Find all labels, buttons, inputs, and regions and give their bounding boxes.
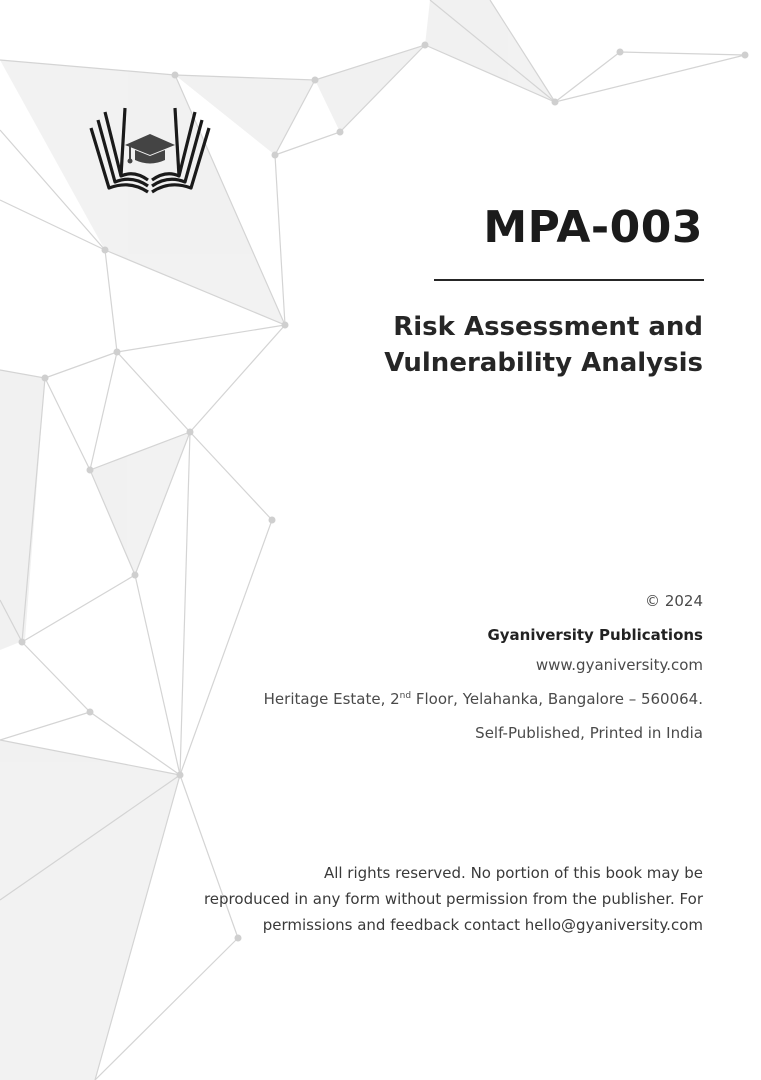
publisher-address	[264, 690, 703, 708]
publisher-name: Gyaniversity Publications	[487, 626, 703, 644]
subtitle-line-2: Vulnerability Analysis	[384, 348, 703, 378]
rights-line-3: permissions and feedback contact hello@gyaniversity.com	[262, 916, 703, 934]
book-subtitle	[384, 309, 703, 381]
publisher-website: www.gyaniversity.com	[535, 656, 703, 674]
rights-line-2: reproduced in any form without permission from the publisher. For	[203, 890, 703, 908]
printed-note: Self-Published, Printed in India	[475, 724, 703, 742]
subtitle-line-1: Risk Assessment and	[393, 312, 703, 342]
rights-line-1: All rights reserved. No portion of this book may be	[323, 864, 703, 882]
address-part-1: Heritage Estate, 2	[263, 690, 400, 708]
copyright-year: © 2024	[645, 592, 703, 610]
address-ordinal-suffix: nd	[399, 691, 412, 701]
course-code-title: MPA-003	[483, 202, 703, 253]
rights-notice	[204, 860, 703, 938]
title-divider	[434, 279, 704, 281]
open-book-graduation-cap-icon	[85, 98, 215, 198]
address-part-2: Floor, Yelahanka, Bangalore – 560064.	[411, 690, 703, 708]
